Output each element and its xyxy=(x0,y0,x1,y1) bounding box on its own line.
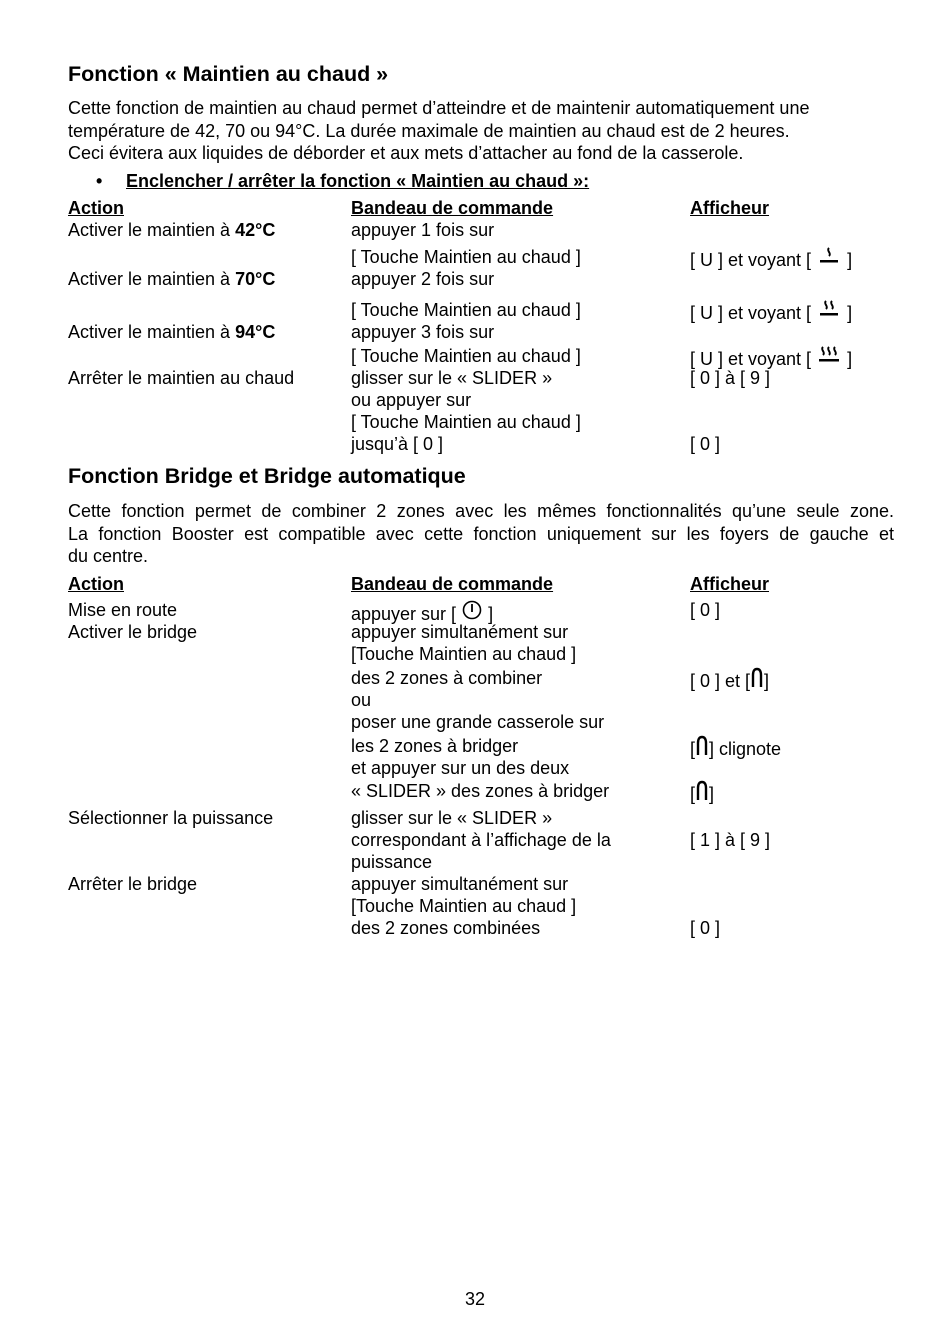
display-text: [ U ] et voyant [ xyxy=(690,303,812,323)
temperature-value: 70°C xyxy=(235,269,276,289)
control-text: [ Touche Maintien au chaud ] xyxy=(351,412,581,432)
action-label: Activer le maintien à xyxy=(68,269,231,289)
control-text: appuyer simultanément sur xyxy=(351,874,569,894)
display-text: ] xyxy=(764,671,770,691)
bridge-symbol-icon xyxy=(750,667,764,689)
column-header-control: Bandeau de commande xyxy=(351,198,554,218)
display-text: ] xyxy=(847,250,853,270)
action-stop-bridge: Arrêter le bridge xyxy=(68,874,198,894)
display-bridge-active xyxy=(690,667,769,692)
heat-level-2-icon xyxy=(816,299,842,321)
display-text: ] xyxy=(709,784,715,804)
control-text: ou xyxy=(351,690,372,710)
action-label: Activer le maintien à xyxy=(68,220,231,240)
control-text: [ Touche Maintien au chaud ] xyxy=(351,247,581,267)
display-text: ] xyxy=(847,349,853,369)
control-text: puissance xyxy=(351,852,433,872)
display-keep-warm-42 xyxy=(690,246,852,271)
display-text: [ 1 ] à [ 9 ] xyxy=(690,830,771,850)
action-keep-warm-42 xyxy=(68,219,275,241)
display-text: [ 0 ] à [ 9 ] xyxy=(690,368,771,388)
control-text: [Touche Maintien au chaud ] xyxy=(351,896,577,916)
heat-level-1-icon xyxy=(816,246,842,268)
control-text: [ Touche Maintien au chaud ] xyxy=(351,300,581,320)
paragraph-line: La fonction Booster est compatible avec cette fonction uniquement sur les foyers de gauche et xyxy=(68,523,894,544)
temperature-value: 94°C xyxy=(235,322,276,342)
display-keep-warm-70 xyxy=(690,299,852,324)
control-text: des 2 zones combinées xyxy=(351,918,541,938)
control-text: appuyer 3 fois sur xyxy=(351,322,495,342)
column-header-display: Afficheur xyxy=(690,198,770,218)
column-header-action: Action xyxy=(68,198,124,218)
column-header-control: Bandeau de commande xyxy=(351,574,554,594)
paragraph-line: du centre. xyxy=(68,546,149,566)
control-text: appuyer sur [ xyxy=(351,604,457,624)
paragraph-line: Cette fonction permet de combiner 2 zones avec les mêmes fonctionnalités qu’une seule zone. xyxy=(68,501,894,521)
bullet-heading: Enclencher / arrêter la fonction « Maintien au chaud »: xyxy=(126,171,590,191)
action-keep-warm-70 xyxy=(68,268,275,290)
display-text: [ 0 ] et [ xyxy=(690,671,751,691)
paragraph-line: température de 42, 70 ou 94°C. La durée maximale de maintien au chaud est de 2 heures. xyxy=(68,120,790,141)
column-header-action: Action xyxy=(68,574,124,594)
bridge-description xyxy=(68,500,894,568)
column-header-display: Afficheur xyxy=(690,574,770,594)
action-power-on: Mise en route xyxy=(68,600,178,620)
control-text: glisser sur le « SLIDER » xyxy=(351,808,553,828)
display-text: ] xyxy=(847,303,853,323)
display-bridge xyxy=(690,780,714,805)
keep-warm-description xyxy=(68,97,894,165)
control-text: [Touche Maintien au chaud ] xyxy=(351,644,577,664)
bullet-dot: • xyxy=(96,171,103,191)
control-text: appuyer 1 fois sur xyxy=(351,220,495,240)
control-text: jusqu’à [ 0 ] xyxy=(351,434,444,454)
section-title-keep-warm: Fonction « Maintien au chaud » xyxy=(68,62,389,86)
control-text: les 2 zones à bridger xyxy=(351,736,519,756)
action-label: Activer le maintien à xyxy=(68,322,231,342)
control-text: des 2 zones à combiner xyxy=(351,668,543,688)
heat-level-3-icon xyxy=(816,345,842,367)
bridge-symbol-icon xyxy=(695,780,709,802)
display-text: [ 0 ] xyxy=(690,434,721,454)
section-title-bridge: Fonction Bridge et Bridge automatique xyxy=(68,464,466,488)
display-text: [ 0 ] xyxy=(690,600,721,620)
control-text: appuyer simultanément sur xyxy=(351,622,569,642)
display-text: [ U ] et voyant [ xyxy=(690,349,812,369)
display-text: [ 0 ] xyxy=(690,918,721,938)
control-text: « SLIDER » des zones à bridger xyxy=(351,781,610,801)
paragraph-line: Ceci évitera aux liquides de déborder et aux mets d’attacher au fond de la casserole. xyxy=(68,143,744,163)
display-text: [ xyxy=(690,739,696,759)
display-text: ] clignote xyxy=(709,739,782,759)
display-bridge-blinking xyxy=(690,735,781,760)
control-text: poser une grande casserole sur xyxy=(351,712,605,732)
display-text: [ xyxy=(690,784,696,804)
action-select-power: Sélectionner la puissance xyxy=(68,808,274,828)
action-activate-bridge: Activer le bridge xyxy=(68,622,198,642)
display-text: [ U ] et voyant [ xyxy=(690,250,812,270)
power-icon xyxy=(461,599,483,621)
control-text: ou appuyer sur xyxy=(351,390,472,410)
paragraph-line: Cette fonction de maintien au chaud permet d’atteindre et de maintenir automatiquement une xyxy=(68,98,810,118)
control-text: et appuyer sur un des deux xyxy=(351,758,570,778)
temperature-value: 42°C xyxy=(235,220,276,240)
control-text: correspondant à l’affichage de la xyxy=(351,830,611,850)
control-text: [ Touche Maintien au chaud ] xyxy=(351,346,581,366)
bridge-symbol-icon xyxy=(695,735,709,757)
page-number: 32 xyxy=(464,1289,486,1309)
control-text: ] xyxy=(488,604,494,624)
action-stop-keep-warm: Arrêter le maintien au chaud xyxy=(68,368,295,388)
action-keep-warm-94 xyxy=(68,321,275,343)
control-text: glisser sur le « SLIDER » xyxy=(351,368,553,388)
control-text: appuyer 2 fois sur xyxy=(351,269,495,289)
